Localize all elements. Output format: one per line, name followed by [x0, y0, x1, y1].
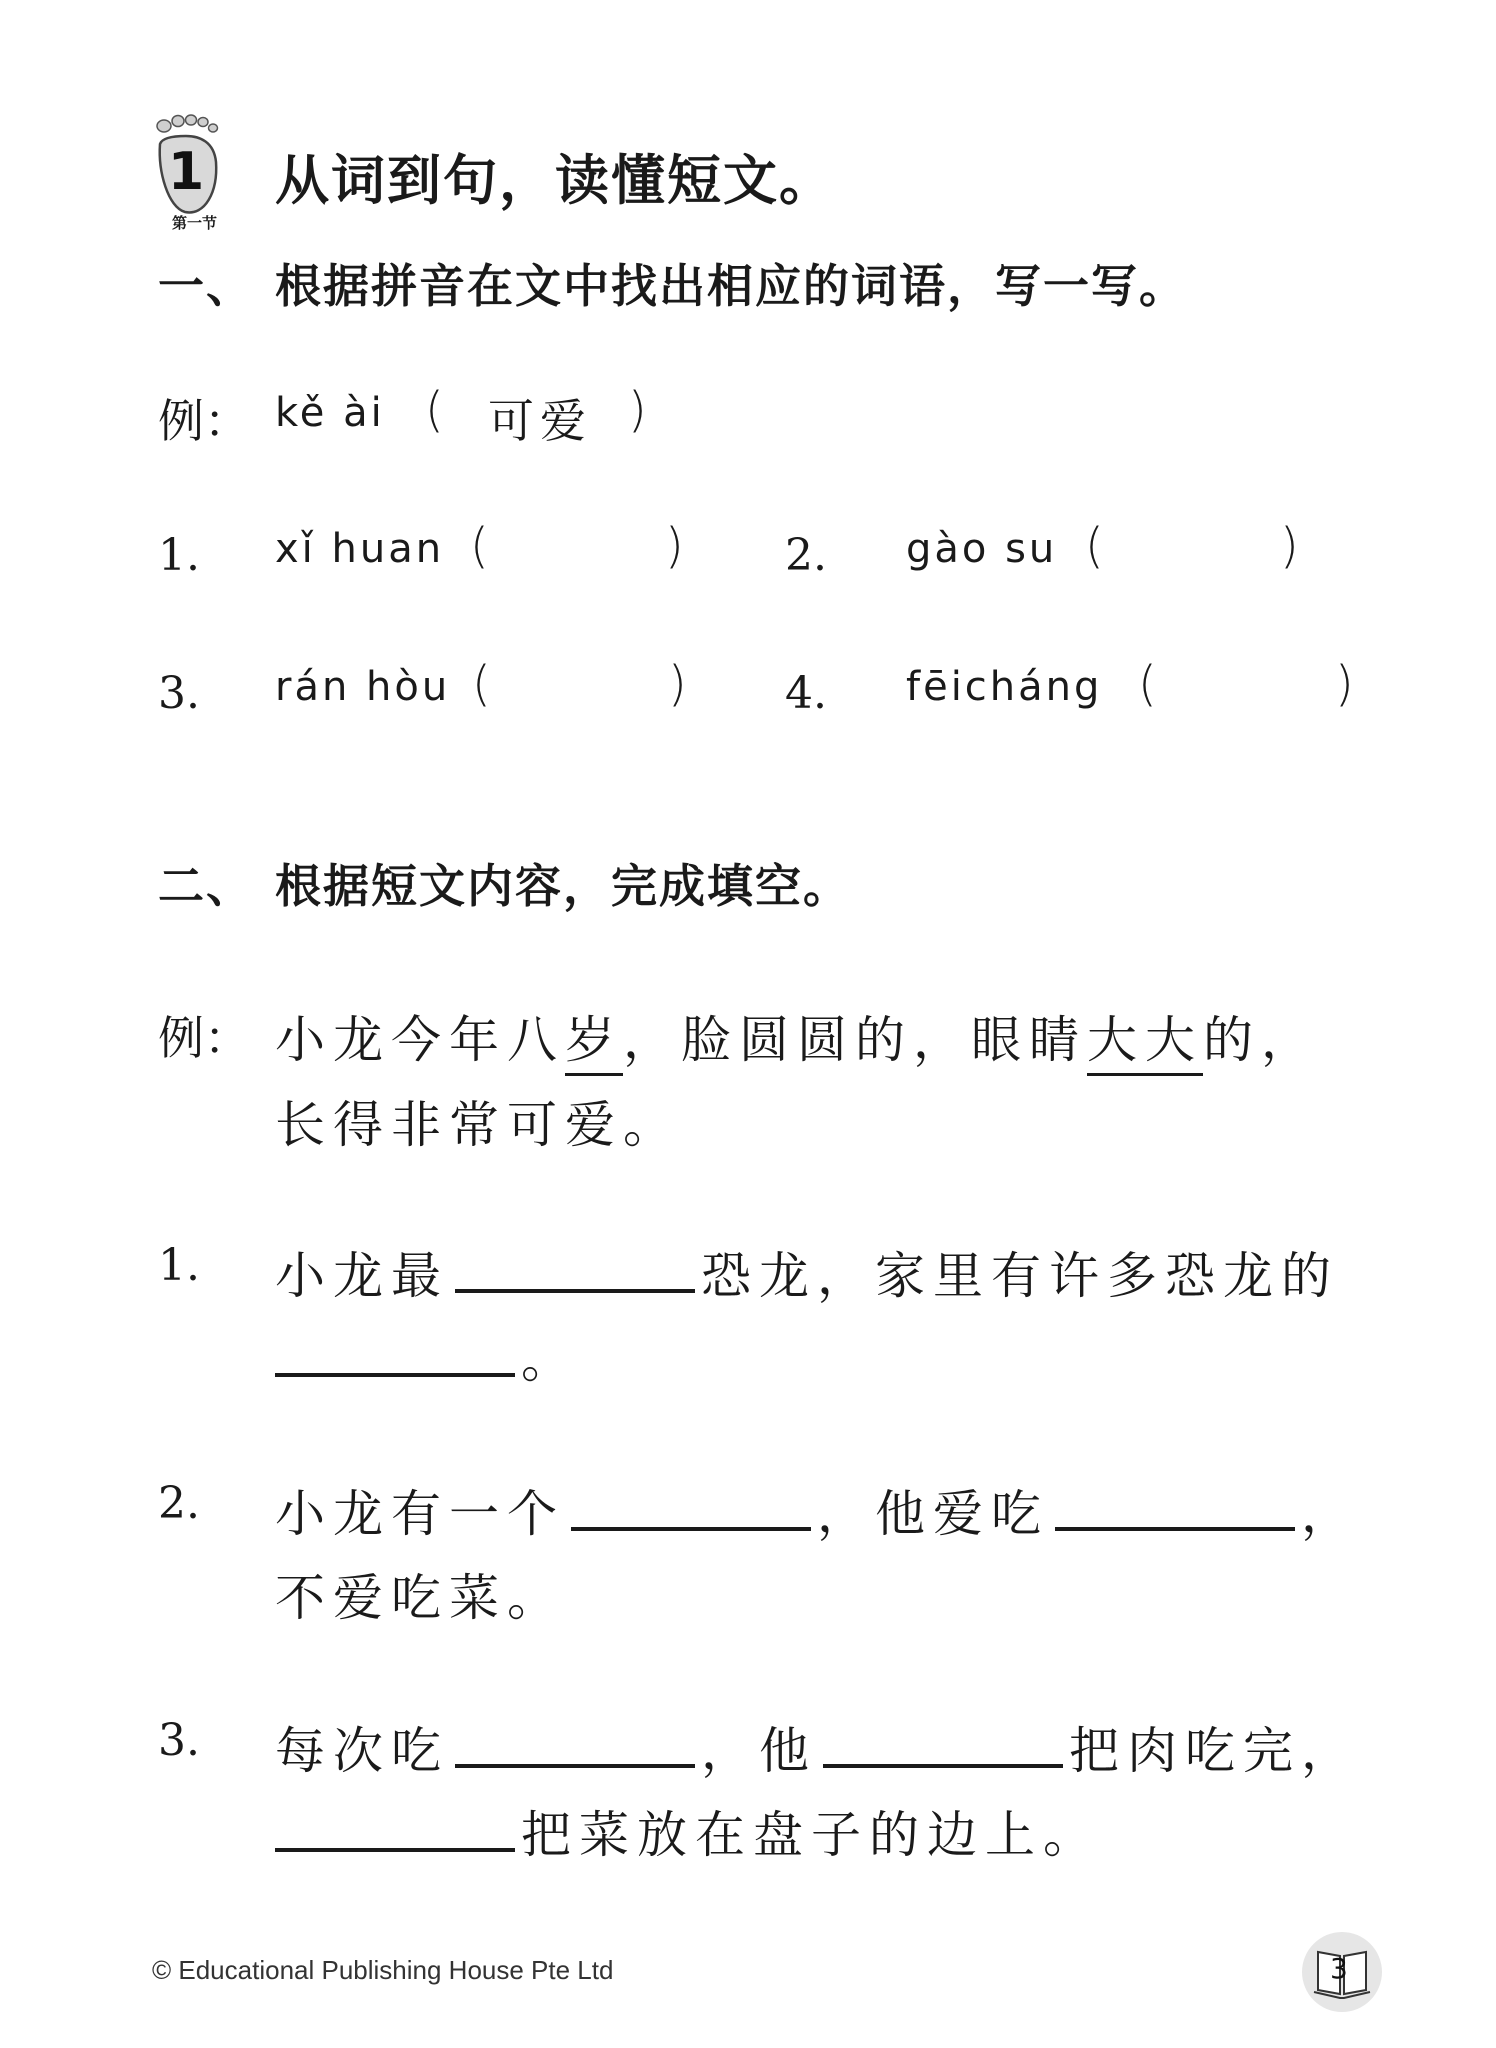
badge-caption: 第一节: [172, 214, 218, 232]
fill-q1-text-c: 。: [521, 1331, 579, 1389]
example-pinyin: kě ài: [275, 390, 385, 436]
example-answer: 可爱: [488, 394, 592, 448]
fill-q1-line-1: [275, 1236, 1339, 1308]
fill-q2-line-1: [275, 1474, 1359, 1546]
fill-q3-number: 3.: [158, 1715, 200, 1766]
lesson-number: 1: [168, 142, 205, 202]
page-title: 从词到句，读懂短文。: [275, 149, 835, 212]
fill-q3-text-a: 每次吃: [275, 1722, 449, 1780]
pinyin-item-4-answer-box[interactable]: [1168, 663, 1328, 713]
section2-number: 二、: [158, 859, 254, 913]
pinyin-item-2-answer-box[interactable]: [1115, 525, 1275, 575]
pinyin-item-1-close-paren: ): [665, 518, 684, 574]
fill-q1-text-b: 恐龙，家里有许多恐龙的: [701, 1247, 1339, 1305]
copyright-text: © Educational Publishing House Pte Ltd: [152, 1955, 614, 1985]
section1-heading: 根据拼音在文中找出相应的词语，写一写。: [275, 259, 1187, 313]
fill-example-line-2: 长得非常可爱。: [275, 1096, 681, 1154]
fill-example-text-c: 的，: [1203, 1011, 1319, 1069]
fill-q2-number: 2.: [158, 1478, 200, 1529]
pinyin-item-4-number: 4.: [785, 668, 827, 719]
pinyin-item-3-close-paren: ): [668, 656, 687, 712]
pinyin-item-4: fēicháng: [906, 664, 1103, 710]
fill-q3-text-d: 把菜放在盘子的边上。: [521, 1806, 1101, 1864]
fill-q1-line-2: [275, 1320, 579, 1392]
fill-q1-number: 1.: [158, 1240, 200, 1291]
pinyin-item-1: xǐ huan: [275, 526, 445, 572]
pinyin-item-4-close-paren: ): [1335, 656, 1354, 712]
section2-heading: 根据短文内容，完成填空。: [275, 859, 851, 913]
fill-q2-text-c: ，: [1301, 1485, 1359, 1543]
pinyin-item-3: rán hòu: [275, 664, 451, 710]
fill-example-answer-2: 大大: [1087, 1011, 1203, 1076]
pinyin-item-4-open-paren: (: [1138, 656, 1157, 712]
fill-q2-blank-2[interactable]: [1055, 1527, 1295, 1531]
fill-q1-blank-1[interactable]: [455, 1289, 695, 1293]
fill-q2-text-b: ，他爱吃: [817, 1485, 1049, 1543]
fill-q3-blank-1[interactable]: [455, 1764, 695, 1768]
pinyin-item-2: gào su: [906, 526, 1058, 572]
example-label: 例：: [158, 394, 250, 448]
page-number: 3: [1330, 1952, 1348, 1985]
fill-example-text-b: ，脸圆圆的，眼睛: [623, 1011, 1087, 1069]
pinyin-item-3-number: 3.: [158, 668, 200, 719]
pinyin-item-2-open-paren: (: [1085, 518, 1104, 574]
pinyin-item-3-answer-box[interactable]: [502, 663, 662, 713]
lesson-footprint-badge: [150, 112, 230, 232]
fill-q3-line-2: [275, 1795, 1101, 1867]
pinyin-item-2-number: 2.: [785, 530, 827, 581]
pinyin-item-3-open-paren: (: [472, 656, 491, 712]
pinyin-item-1-open-paren: (: [470, 518, 489, 574]
fill-example-answer-1: 岁: [565, 1011, 623, 1076]
fill-q1-blank-2[interactable]: [275, 1373, 515, 1377]
fill-q3-blank-2[interactable]: [823, 1764, 1063, 1768]
fill-q3-line-1: [275, 1711, 1359, 1783]
fill-q2-blank-1[interactable]: [571, 1527, 811, 1531]
page-number-badge: [1300, 1930, 1384, 2014]
fill-q3-text-c: 把肉吃完，: [1069, 1722, 1359, 1780]
example-close-paren: ): [628, 382, 647, 438]
fill-example-line-1: [275, 1000, 1319, 1072]
pinyin-item-1-number: 1.: [158, 530, 200, 581]
fill-example-text-a: 小龙今年八: [275, 1011, 565, 1069]
pinyin-item-2-close-paren: ): [1280, 518, 1299, 574]
pinyin-item-1-answer-box[interactable]: [500, 525, 660, 575]
fill-q2-text-a: 小龙有一个: [275, 1485, 565, 1543]
fill-q3-text-b: ，他: [701, 1722, 817, 1780]
fill-example-label: 例：: [158, 1011, 250, 1065]
fill-q2-line-2: 不爱吃菜。: [275, 1569, 565, 1627]
section1-number: 一、: [158, 259, 254, 313]
fill-q1-text-a: 小龙最: [275, 1247, 449, 1305]
fill-q3-blank-3[interactable]: [275, 1848, 515, 1852]
example-open-paren: (: [425, 382, 444, 438]
